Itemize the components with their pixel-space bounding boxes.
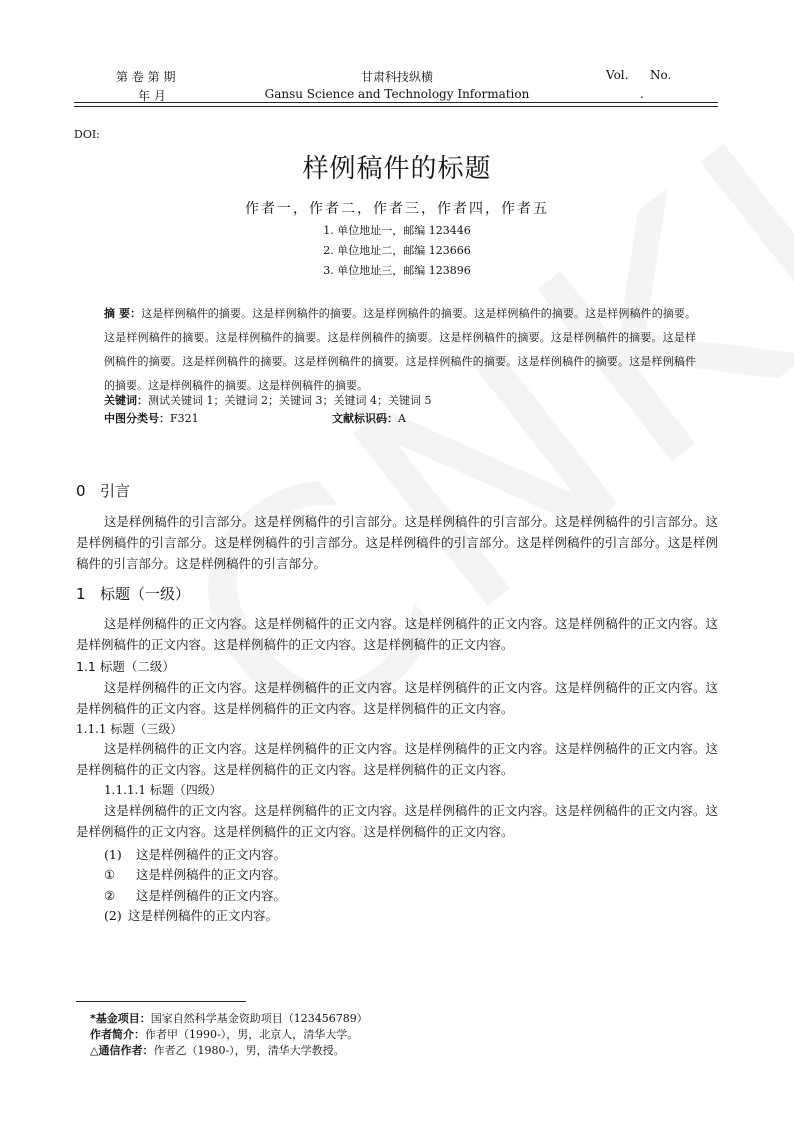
header-no: No. <box>650 68 672 82</box>
author-bio-label: 作者简介： <box>90 1028 145 1041</box>
body-paragraph: 这是样例稿件的正文内容。这是样例稿件的正文内容。这是样例稿件的正文内容。这是样例稿件的正文内容。这是样例稿件的正文内容。这是样例稿件的正文内容。这是样例稿件的正文内容。 <box>76 803 718 839</box>
section-number: 0 <box>76 482 86 500</box>
keywords <box>104 392 431 408</box>
section-heading-1 <box>76 583 190 604</box>
abstract <box>104 302 696 398</box>
header-rule-thin <box>74 106 718 107</box>
classification-value: F321 <box>170 412 199 425</box>
keywords-label: 关键词： <box>104 394 148 407</box>
section-number: 1 <box>76 585 86 603</box>
document-code <box>332 410 406 426</box>
corresponding-label: △通信作者： <box>90 1044 154 1057</box>
funding-label: *基金项目： <box>90 1012 151 1025</box>
document-code-value: A <box>398 412 406 425</box>
section-title: 标题（一级） <box>100 585 191 603</box>
footnote-rule <box>76 1001 246 1002</box>
classification-label: 中图分类号： <box>104 412 170 425</box>
list-item <box>104 906 278 924</box>
author-bio-text: 作者甲（1990-），男，北京人，清华大学。 <box>145 1028 359 1041</box>
affiliation-3: 3. 单位地址三，邮编 123896 <box>323 264 471 277</box>
author-list: 作者一，作者二，作者三，作者四，作者五 <box>245 201 549 217</box>
header-dot: . <box>640 87 644 101</box>
footnote-corresponding <box>90 1042 345 1058</box>
paper-title: 样例稿件的标题 <box>302 154 492 184</box>
header-rule-thick <box>74 102 718 103</box>
section-heading-0 <box>76 480 130 501</box>
journal-name-en: Gansu Science and Technology Information <box>264 87 530 101</box>
list-text: 这是样例稿件的正文内容。 <box>136 867 287 882</box>
header-date-line: 年 月 <box>138 89 166 103</box>
document-code-label: 文献标识码： <box>332 412 398 425</box>
abstract-text: 这是样例稿件的摘要。这是样例稿件的摘要。这是样例稿件的摘要。这是样例稿件的摘要。这是样例稿件的摘要。这是样例稿件的摘要。这是样例稿件的摘要。这是样例稿件的摘要。这是样例稿件的摘要。这是样例稿件的摘要。这是样例稿件的摘要。这是样例稿件的摘要。这是样例稿件的摘要。这是样例稿件的摘要。这是样例稿件的摘要。这是样例稿件的摘要。这是样例稿件的摘要。这是样例稿件的摘要。 <box>104 307 696 392</box>
journal-name-cn: 甘肃科技纵横 <box>360 70 433 84</box>
list-text: 这是样例稿件的正文内容。 <box>128 908 279 923</box>
affiliation-1: 1. 单位地址一，邮编 123446 <box>323 224 471 237</box>
abstract-label: 摘 要： <box>104 307 142 320</box>
header-vol: Vol. <box>606 68 629 82</box>
keywords-text: 测试关键词 1；关键词 2；关键词 3；关键词 4；关键词 5 <box>148 394 432 407</box>
footnote-author-bio <box>90 1026 358 1042</box>
list-marker: ② <box>104 888 116 903</box>
classification-number <box>104 410 199 426</box>
header-issue-line: 第 卷 第 期 <box>116 70 176 84</box>
section-title: 引言 <box>100 482 131 500</box>
intro-paragraph: 这是样例稿件的引言部分。这是样例稿件的引言部分。这是样例稿件的引言部分。这是样例稿件的引言部分。这是样例稿件的引言部分。这是样例稿件的引言部分。这是样例稿件的引言部分。这是样例稿件的引言部分。这是样例稿件的引言部分。这是样例稿件的引言部分。 <box>76 514 718 571</box>
list-item <box>104 845 286 863</box>
list-marker: (2) <box>104 908 122 923</box>
list-text: 这是样例稿件的正文内容。 <box>136 888 287 903</box>
doi-label: DOI: <box>74 128 100 141</box>
list-item <box>104 865 286 883</box>
funding-text: 国家自然科学基金资助项目（123456789） <box>150 1012 368 1025</box>
subsubsection-heading-1-1-1: 1.1.1 标题（三级） <box>76 722 183 736</box>
body-paragraph: 这是样例稿件的正文内容。这是样例稿件的正文内容。这是样例稿件的正文内容。这是样例稿件的正文内容。这是样例稿件的正文内容。这是样例稿件的正文内容。这是样例稿件的正文内容。 <box>76 741 718 777</box>
footnote-funding <box>90 1010 368 1026</box>
body-paragraph: 这是样例稿件的正文内容。这是样例稿件的正文内容。这是样例稿件的正文内容。这是样例稿件的正文内容。这是样例稿件的正文内容。这是样例稿件的正文内容。这是样例稿件的正文内容。 <box>76 680 718 716</box>
list-text: 这是样例稿件的正文内容。 <box>136 847 287 862</box>
list-marker: (1) <box>104 847 122 862</box>
body-paragraph: 这是样例稿件的正文内容。这是样例稿件的正文内容。这是样例稿件的正文内容。这是样例稿件的正文内容。这是样例稿件的正文内容。这是样例稿件的正文内容。这是样例稿件的正文内容。 <box>76 616 718 652</box>
list-item <box>104 886 286 904</box>
corresponding-text: 作者乙（1980-），男，清华大学教授。 <box>153 1044 345 1057</box>
paragraph-heading-1-1-1-1: 1.1.1.1 标题（四级） <box>104 783 222 797</box>
list-marker: ① <box>104 867 116 882</box>
affiliation-2: 2. 单位地址二，邮编 123666 <box>323 244 471 257</box>
subsection-heading-1-1: 1.1 标题（二级） <box>76 659 175 674</box>
